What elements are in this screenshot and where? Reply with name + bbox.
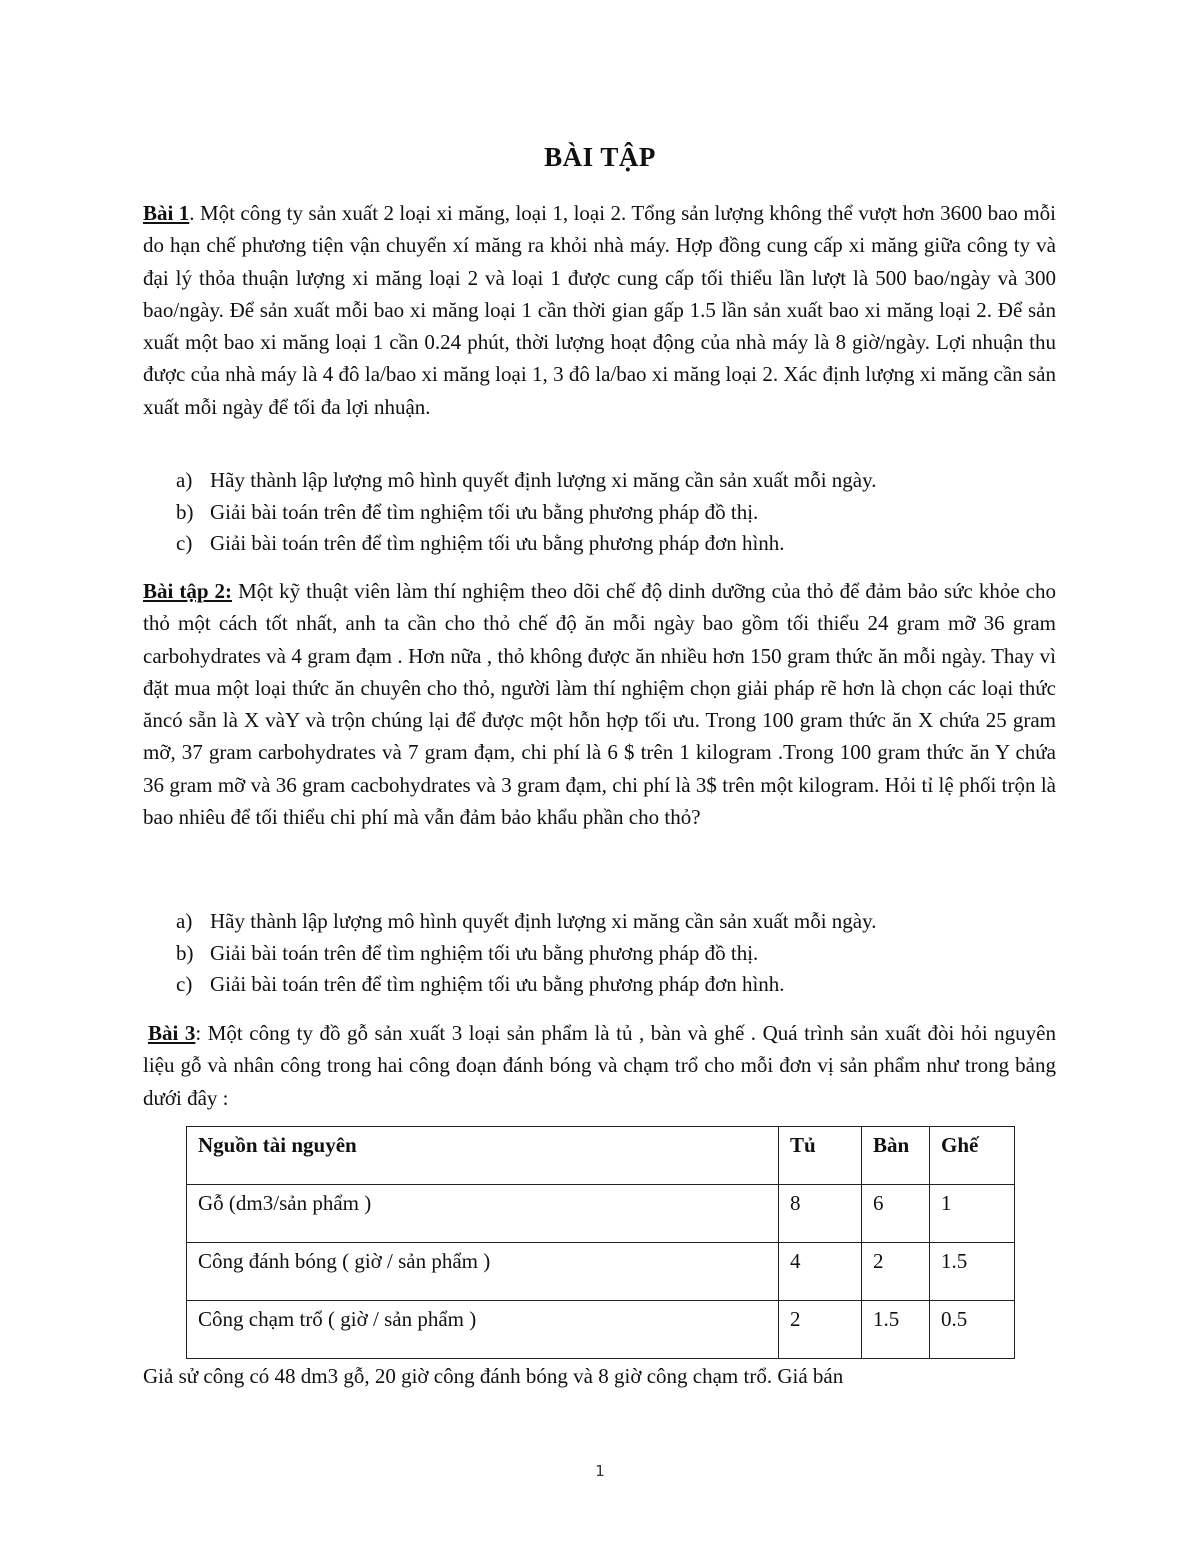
list-item: a) Hãy thành lập lượng mô hình quyết định lượng xi măng cần sản xuất mỗi ngày. <box>176 468 877 492</box>
list-item: b) Giải bài toán trên để tìm nghiệm tối ưu bằng phương pháp đồ thị. <box>176 940 759 965</box>
table-cell: 0.5 <box>930 1301 1015 1359</box>
table-cell: 2 <box>779 1301 862 1359</box>
bai2-text: Một kỹ thuật viên làm thí nghiệm theo dõi chế độ dinh dưỡng của thỏ để đảm bảo sức khỏe cho thỏ một cách tốt nhất, anh ta cần cho thỏ chế độ ăn mỗi ngày bao gồm tối thiểu 24 gram mỡ 36 gram carbohydrates và 4 gram đạm . Hơn nữa , thỏ không được ăn nhiều hơn 150 gram thức ăn mỗi ngày. Thay vì đặt mua một loại thức ăn chuyên cho thỏ, người làm thí nghiệm chọn giải pháp rẽ hơn là chọn các loại thức ăncó sẵn là X vàY và trộn chúng lại để được một hỗn hợp tối ưu. Trong 100 gram thức ăn X chứa 25 gram mỡ, 37 gram carbohydrates và 7 gram đạm, chi phí là 6 $ trên 1 kilogram .Trong 100 gram thức ăn Y chứa 36 gram mỡ và 36 gram cacbohydrates và 3 gram đạm, chi phí là 3$ trên một kilogram. Hỏi tỉ lệ phối trộn là bao nhiêu để tối thiểu chi phí mà vẫn đảm bảo khẩu phần cho thỏ? <box>143 579 1056 830</box>
table-cell: Công đánh bóng ( giờ / sản phẩm ) <box>187 1243 779 1301</box>
table-header-cell: Tủ <box>779 1127 862 1185</box>
table-header-row <box>187 1127 1015 1185</box>
table-row <box>187 1243 1015 1301</box>
page-number: 1 <box>595 1462 605 1480</box>
table-header-cell: Nguồn tài nguyên <box>187 1127 779 1185</box>
table-cell: 4 <box>779 1243 862 1301</box>
page-title: BÀI TẬP <box>544 142 656 172</box>
list-item: c) Giải bài toán trên để tìm nghiệm tối ưu bằng phương pháp đơn hình. <box>176 972 785 996</box>
table-cell: 8 <box>779 1185 862 1243</box>
bai2-paragraph <box>143 575 1056 833</box>
table-header-cell: Bàn <box>862 1127 930 1185</box>
list-item: b) Giải bài toán trên để tìm nghiệm tối ưu bằng phương pháp đồ thị. <box>176 499 759 524</box>
table-cell: 1.5 <box>930 1243 1015 1301</box>
bai3-text: : Một công ty đồ gỗ sản xuất 3 loại sản phẩm là tủ , bàn và ghế . Quá trình sản xuất đòi hỏi nguyên liệu gỗ và nhân công trong hai công đoạn đánh bóng và chạm trổ cho mỗi đơn vị sản phẩm như trong bảng dưới đây : <box>143 1021 1056 1110</box>
table-cell: 2 <box>862 1243 930 1301</box>
table-cell: 1 <box>930 1185 1015 1243</box>
bai1-paragraph <box>143 197 1056 423</box>
table-cell: 6 <box>862 1185 930 1243</box>
table-cell: Gỗ (dm3/sản phẩm ) <box>187 1185 779 1243</box>
list-item: c) Giải bài toán trên để tìm nghiệm tối ưu bằng phương pháp đơn hình. <box>176 531 785 555</box>
resource-table <box>186 1126 1015 1359</box>
bai1-text: . Một công ty sản xuất 2 loại xi măng, loại 1, loại 2. Tổng sản lượng không thể vượt hơn 3600 bao mỗi do hạn chế phương tiện vận chuyển xí măng ra khỏi nhà máy. Hợp đồng cung cấp xi măng giữa công ty và đại lý thỏa thuận lượng xi măng loại 2 và loại 1 được cung cấp tối thiểu lần lượt là 500 bao/ngày và 300 bao/ngày. Để sản xuất mỗi bao xi măng loại 1 cần thời gian gấp 1.5 lần sản xuất bao xi măng loại 2. Để sản xuất một bao xi măng loại 1 cần 0.24 phút, thời lượng hoạt động của nhà máy là 8 giờ/ngày. Lợi nhuận thu được của nhà máy là 4 đô la/bao xi măng loại 1, 3 đô la/bao xi măng loại 2. Xác định lượng xi măng cần sản xuất mỗi ngày để tối đa lợi nhuận. <box>143 201 1056 419</box>
table-cell: Công chạm trổ ( giờ / sản phẩm ) <box>187 1301 779 1359</box>
table-header-cell: Ghế <box>930 1127 1015 1185</box>
bai3-paragraph <box>143 1017 1056 1114</box>
table-row <box>187 1185 1015 1243</box>
bai3-label: Bài 3 <box>148 1021 196 1045</box>
bai1-label: Bài 1 <box>143 201 190 225</box>
bai1-question-list <box>143 465 1056 560</box>
list-item: a) Hãy thành lập lượng mô hình quyết định lượng xi măng cần sản xuất mỗi ngày. <box>176 909 877 933</box>
bai2-question-list <box>143 906 1056 1001</box>
table-row <box>187 1301 1015 1359</box>
table-cell: 1.5 <box>862 1301 930 1359</box>
bai3-continuation: Giả sử công có 48 dm3 gỗ, 20 giờ công đánh bóng và 8 giờ công chạm trổ. Giá bán <box>143 1364 844 1388</box>
bai2-label: Bài tập 2: <box>143 579 233 603</box>
